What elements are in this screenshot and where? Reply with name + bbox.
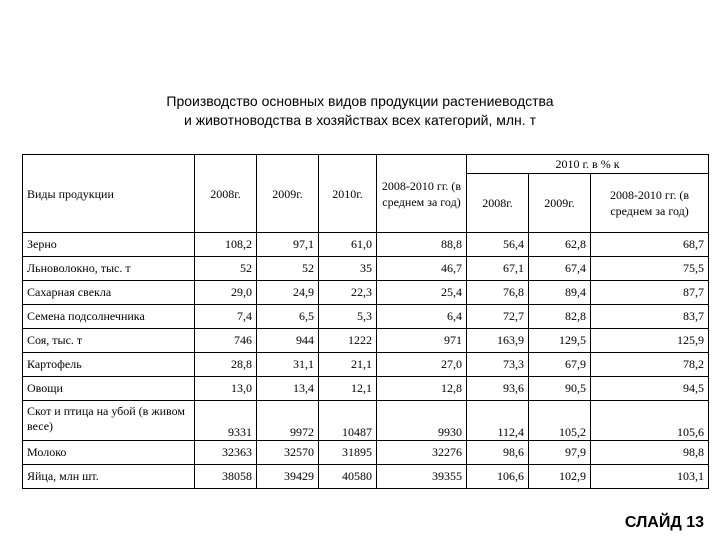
- row-label: Молоко: [23, 441, 195, 465]
- table-row: [23, 329, 709, 353]
- cell-2010: 22,3: [319, 281, 377, 305]
- cell-average: 39355: [377, 465, 467, 489]
- cell-pct-average: 105,6: [591, 401, 709, 441]
- cell-pct-average: 103,1: [591, 465, 709, 489]
- cell-pct-average: 75,5: [591, 257, 709, 281]
- cell-average: 25,4: [377, 281, 467, 305]
- cell-2008: 746: [195, 329, 257, 353]
- cell-pct-2008: 73,3: [467, 353, 529, 377]
- cell-2010: 21,1: [319, 353, 377, 377]
- cell-2009: 52: [257, 257, 319, 281]
- cell-pct-2008: 163,9: [467, 329, 529, 353]
- table-row: [23, 353, 709, 377]
- slide-number: СЛАЙД 13: [624, 514, 704, 531]
- cell-2009: 13,4: [257, 377, 319, 401]
- cell-pct-2008: 67,1: [467, 257, 529, 281]
- cell-pct-2009: 129,5: [529, 329, 591, 353]
- header-pct-average: 2008-2010 гг. (в среднем за год): [591, 174, 709, 233]
- cell-2009: 39429: [257, 465, 319, 489]
- table-row: [23, 377, 709, 401]
- cell-2010: 12,1: [319, 377, 377, 401]
- cell-2010: 10487: [319, 401, 377, 441]
- header-2009: 2009г.: [257, 155, 319, 233]
- cell-average: 9930: [377, 401, 467, 441]
- cell-pct-2009: 102,9: [529, 465, 591, 489]
- cell-2010: 40580: [319, 465, 377, 489]
- cell-pct-2009: 97,9: [529, 441, 591, 465]
- cell-average: 88,8: [377, 233, 467, 257]
- table-row: [23, 233, 709, 257]
- table-row: [23, 465, 709, 489]
- title-line-1: Производство основных видов продукции растениеводства: [166, 93, 554, 109]
- header-pct-2009: 2009г.: [529, 174, 591, 233]
- row-label: Картофель: [23, 353, 195, 377]
- row-label: Овощи: [23, 377, 195, 401]
- table-row: [23, 305, 709, 329]
- cell-average: 12,8: [377, 377, 467, 401]
- cell-2009: 944: [257, 329, 319, 353]
- cell-2008: 52: [195, 257, 257, 281]
- cell-2008: 28,8: [195, 353, 257, 377]
- cell-average: 6,4: [377, 305, 467, 329]
- row-label: Скот и птица на убой (в живом весе): [23, 401, 195, 441]
- title-line-2: и животноводства в хозяйствах всех категорий, млн. т: [184, 112, 536, 128]
- cell-pct-2008: 72,7: [467, 305, 529, 329]
- cell-2008: 108,2: [195, 233, 257, 257]
- header-2010: 2010г.: [319, 155, 377, 233]
- cell-pct-average: 94,5: [591, 377, 709, 401]
- cell-2008: 38058: [195, 465, 257, 489]
- cell-pct-2009: 62,8: [529, 233, 591, 257]
- cell-pct-2009: 105,2: [529, 401, 591, 441]
- cell-pct-2009: 89,4: [529, 281, 591, 305]
- cell-pct-2009: 82,8: [529, 305, 591, 329]
- cell-average: 46,7: [377, 257, 467, 281]
- cell-average: 27,0: [377, 353, 467, 377]
- cell-average: 971: [377, 329, 467, 353]
- header-pct-2008: 2008г.: [467, 174, 529, 233]
- cell-2008: 13,0: [195, 377, 257, 401]
- header-product: Виды продукции: [23, 155, 195, 233]
- cell-2008: 32363: [195, 441, 257, 465]
- cell-pct-average: 83,7: [591, 305, 709, 329]
- cell-pct-2008: 93,6: [467, 377, 529, 401]
- cell-2008: 29,0: [195, 281, 257, 305]
- table-row: [23, 281, 709, 305]
- cell-2010: 61,0: [319, 233, 377, 257]
- row-label: Соя, тыс. т: [23, 329, 195, 353]
- header-percent-group: 2010 г. в % к: [467, 155, 709, 174]
- cell-pct-2008: 98,6: [467, 441, 529, 465]
- row-label: Яйца, млн шт.: [23, 465, 195, 489]
- cell-pct-2008: 76,8: [467, 281, 529, 305]
- cell-pct-2009: 90,5: [529, 377, 591, 401]
- cell-2008: 7,4: [195, 305, 257, 329]
- cell-pct-average: 98,8: [591, 441, 709, 465]
- table-row: [23, 441, 709, 465]
- cell-pct-2009: 67,4: [529, 257, 591, 281]
- cell-2009: 9972: [257, 401, 319, 441]
- header-2008: 2008г.: [195, 155, 257, 233]
- row-label: Семена подсолнечника: [23, 305, 195, 329]
- cell-2010: 35: [319, 257, 377, 281]
- row-label: Льноволокно, тыс. т: [23, 257, 195, 281]
- cell-2009: 97,1: [257, 233, 319, 257]
- row-label: Зерно: [23, 233, 195, 257]
- cell-2010: 1222: [319, 329, 377, 353]
- cell-2010: 5,3: [319, 305, 377, 329]
- header-average: 2008-2010 гг. (в среднем за год): [377, 155, 467, 233]
- cell-pct-average: 68,7: [591, 233, 709, 257]
- production-table: [22, 154, 709, 489]
- table-title: [0, 92, 720, 130]
- cell-pct-2008: 112,4: [467, 401, 529, 441]
- cell-pct-average: 125,9: [591, 329, 709, 353]
- cell-pct-2008: 106,6: [467, 465, 529, 489]
- cell-2009: 24,9: [257, 281, 319, 305]
- cell-2008: 9331: [195, 401, 257, 441]
- row-label: Сахарная свекла: [23, 281, 195, 305]
- cell-average: 32276: [377, 441, 467, 465]
- cell-2010: 31895: [319, 441, 377, 465]
- cell-2009: 32570: [257, 441, 319, 465]
- cell-pct-average: 87,7: [591, 281, 709, 305]
- table-body: [23, 233, 709, 489]
- cell-2009: 6,5: [257, 305, 319, 329]
- cell-pct-2009: 67,9: [529, 353, 591, 377]
- cell-pct-average: 78,2: [591, 353, 709, 377]
- table-row: [23, 257, 709, 281]
- table-row: [23, 401, 709, 441]
- cell-2009: 31,1: [257, 353, 319, 377]
- cell-pct-2008: 56,4: [467, 233, 529, 257]
